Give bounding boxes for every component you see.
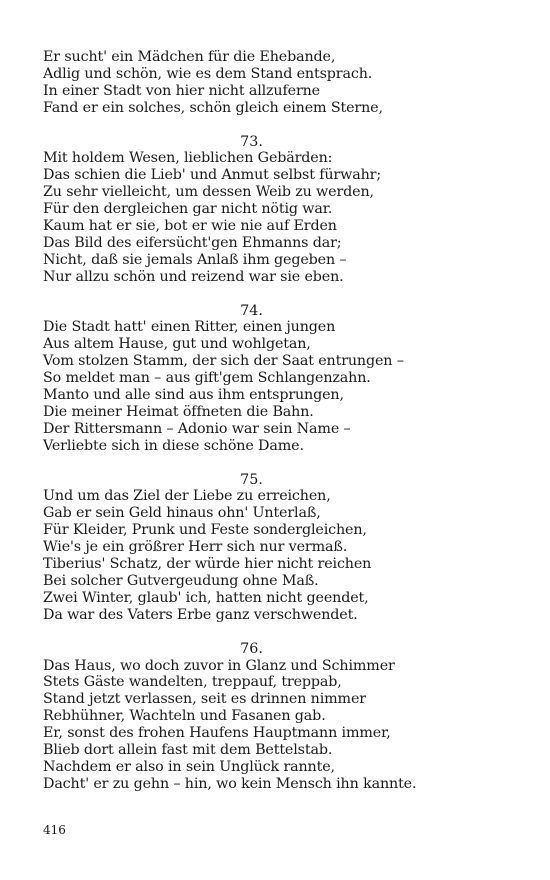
- verse-line: Stand jetzt verlassen, seit es drinnen nimmer: [43, 691, 366, 708]
- verse-line: Der Rittersmann – Adonio war sein Name –: [43, 420, 351, 437]
- verse-line: Adlig und schön, wie es dem Stand entsprach.: [43, 65, 373, 82]
- stanza-number: [43, 303, 463, 320]
- verse-line: Zwei Winter, glaub' ich, hatten nicht geendet,: [43, 589, 369, 606]
- stanza-75: [43, 472, 463, 624]
- verse-line: Tiberius' Schatz, der würde hier nicht reichen: [43, 556, 372, 573]
- verse-line: Für Kleider, Prunk und Feste sondergleichen,: [43, 522, 367, 539]
- verse-line: Nur allzu schön und reizend war sie eben.: [43, 268, 344, 285]
- verse-line: Verliebte sich in diese schöne Dame.: [43, 437, 304, 454]
- verse-line: Für den dergleichen gar nicht nötig war.: [43, 201, 333, 218]
- verse-line: Er sucht' ein Mädchen für die Ehebande,: [43, 49, 336, 65]
- poem-page: [43, 49, 463, 793]
- verse-line: Blieb dort allein fast mit dem Bettelstab.: [43, 741, 333, 758]
- page-number: 416: [43, 823, 66, 837]
- verse-line: Und um das Ziel der Liebe zu erreichen,: [43, 488, 331, 505]
- verse-line: Die Stadt hatt' einen Ritter, einen jungen: [43, 319, 336, 336]
- verse-line: In einer Stadt von hier nicht allzuferne: [43, 82, 320, 99]
- verse-line: Wie's je ein größrer Herr sich nur vermaß.: [43, 539, 348, 556]
- verse-line: Manto und alle sind aus ihm entsprungen,: [43, 387, 344, 404]
- verse-line: Nicht, daß sie jemals Anlaß ihm gegeben –: [43, 251, 347, 268]
- stanza-number-text: 75.: [240, 471, 263, 488]
- stanza-number: [43, 641, 463, 658]
- verse-line: Fand er ein solches, schön gleich einem Sterne,: [43, 99, 383, 116]
- verse-line: Aus altem Hause, gut und wohlgetan,: [43, 336, 311, 353]
- verse-line: Das schien die Lieb' und Anmut selbst fürwahr;: [43, 167, 381, 184]
- stanza-73: [43, 134, 463, 286]
- verse-line: Rebhühner, Wachteln und Fasanen gab.: [43, 708, 326, 725]
- verse-line: Zu sehr vielleicht, um dessen Weib zu werden,: [43, 184, 374, 201]
- verse-line: Das Bild des eifersücht'gen Ehmanns dar;: [43, 234, 342, 251]
- verse-line: Er, sonst des frohen Haufens Hauptmann immer,: [43, 725, 391, 742]
- stanza-74: [43, 303, 463, 455]
- verse-line: Mit holdem Wesen, lieblichen Gebärden:: [43, 150, 333, 167]
- verse-line: Das Haus, wo doch zuvor in Glanz und Schimmer: [43, 657, 395, 674]
- verse-line: Dacht' er zu gehn – hin, wo kein Mensch ihn kannte.: [43, 775, 417, 792]
- lead-lines: [43, 49, 463, 117]
- verse-line: So meldet man – aus gift'gem Schlangenzahn.: [43, 370, 371, 387]
- verse-line: Bei solcher Gutvergeudung ohne Maß.: [43, 572, 319, 589]
- stanza-number-text: 74.: [240, 302, 263, 319]
- stanza-number-text: 73.: [240, 133, 263, 150]
- stanza-number: [43, 472, 463, 489]
- stanza-number-text: 76.: [240, 640, 263, 657]
- verse-line: Gab er sein Geld hinaus ohn' Unterlaß,: [43, 505, 321, 522]
- verse-line: Nachdem er also in sein Unglück rannte,: [43, 758, 335, 775]
- verse-line: Die meiner Heimat öffneten die Bahn.: [43, 403, 314, 420]
- verse-line: Da war des Vaters Erbe ganz verschwendet.: [43, 606, 358, 623]
- verse-line: Kaum hat er sie, bot er wie nie auf Erden: [43, 218, 337, 235]
- stanza-number: [43, 134, 463, 151]
- verse-line: Vom stolzen Stamm, der sich der Saat entrungen –: [43, 353, 404, 370]
- verse-line: Stets Gäste wandelten, treppauf, treppab,: [43, 674, 342, 691]
- stanza-76: [43, 641, 463, 793]
